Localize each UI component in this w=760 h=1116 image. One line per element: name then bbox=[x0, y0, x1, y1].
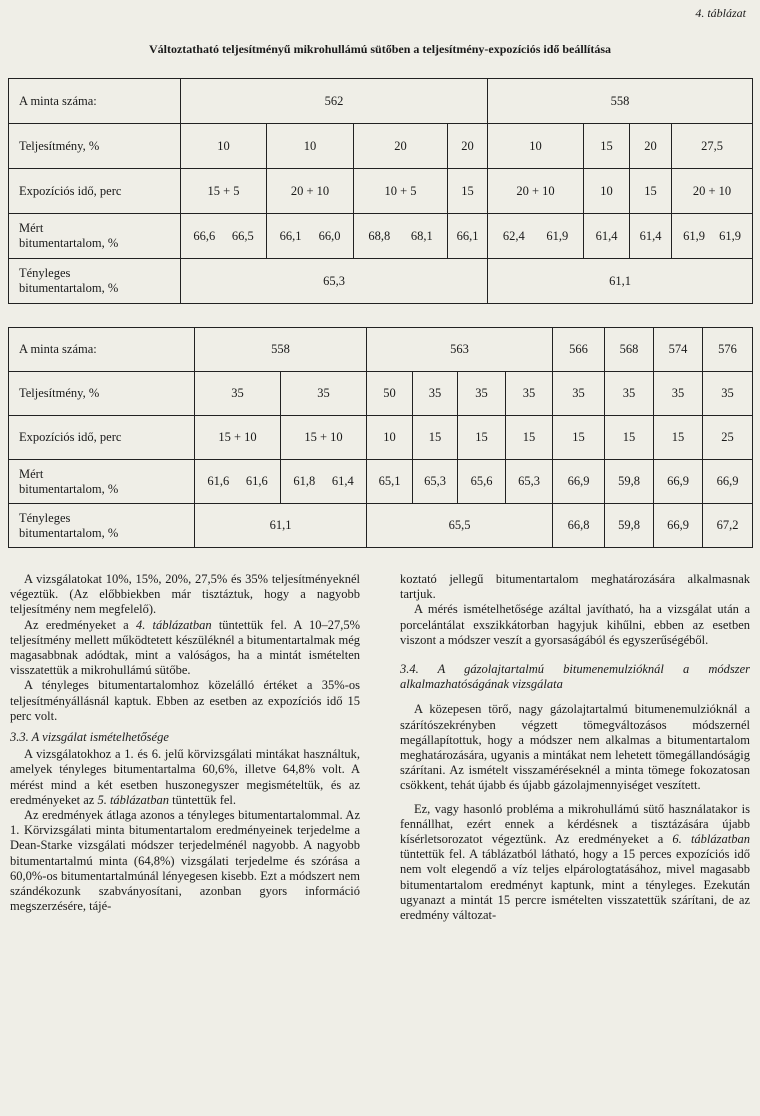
table-cell: 10 bbox=[488, 124, 584, 169]
value: 61,9 bbox=[683, 228, 705, 243]
table-cell: 15 + 5 bbox=[181, 169, 267, 214]
table-cell: 10 + 5 bbox=[354, 169, 448, 214]
value: 66,1 bbox=[279, 228, 302, 243]
paragraph bbox=[10, 618, 360, 679]
table-cell: 563 bbox=[367, 328, 553, 372]
table-cell: 50 bbox=[367, 372, 413, 416]
table-title: Változtatható teljesítményű mikrohullámú sütőben a teljesítmény-expozíciós idő beállítása bbox=[148, 42, 612, 56]
value: 61,4 bbox=[331, 474, 354, 488]
table-row bbox=[9, 460, 753, 504]
table-cell: 15 bbox=[506, 416, 553, 460]
table-1 bbox=[8, 78, 753, 304]
table-cell: 20 + 10 bbox=[488, 169, 584, 214]
paragraph: A közepesen törő, nagy gázolajtartalmú bitumenemulzióknál a szárítószekrényben végzett tömegváltozásos módszernél megállapítottuk, hogy a módszer nem alkalmas a bitumentartalom meghatározására, ugyanis a mintákat nem lehetett tömegállandóságig szárítani. Az ismételt visszaméréseknél a minta tömege fokozatosan csökkent, tehát újabb és újabb gázolajmennyiséget veszített. bbox=[400, 702, 750, 793]
value: 61,9 bbox=[719, 228, 741, 243]
table-cell: 15 bbox=[448, 169, 488, 214]
table-cell: 15 bbox=[630, 169, 672, 214]
table-row bbox=[9, 214, 753, 259]
table-cell: 61,4 bbox=[630, 214, 672, 259]
table-cell: 27,5 bbox=[672, 124, 753, 169]
table-row bbox=[9, 372, 753, 416]
table-cell bbox=[181, 214, 267, 259]
table-cell: 20 + 10 bbox=[672, 169, 753, 214]
table-cell: 65,1 bbox=[367, 460, 413, 504]
table-cell: 20 + 10 bbox=[267, 169, 354, 214]
table-cell: 10 bbox=[267, 124, 354, 169]
table-row bbox=[9, 124, 753, 169]
table-cell bbox=[488, 214, 584, 259]
value: 61,6 bbox=[207, 474, 230, 488]
table-cell: 35 bbox=[281, 372, 367, 416]
table-cell: 66,9 bbox=[703, 460, 753, 504]
table-cell: 574 bbox=[654, 328, 703, 372]
table-cell: 61,4 bbox=[584, 214, 630, 259]
table-row bbox=[9, 79, 753, 124]
label-line: Tényleges bbox=[19, 266, 71, 280]
table-cell: 15 bbox=[413, 416, 458, 460]
table-cell: 66,9 bbox=[654, 504, 703, 548]
label-line: bitumentartalom, % bbox=[19, 525, 119, 540]
table-cell: 66,9 bbox=[654, 460, 703, 504]
row-label-time: Expozíciós idő, perc bbox=[9, 169, 181, 214]
table-cell: 65,3 bbox=[413, 460, 458, 504]
table-cell bbox=[281, 460, 367, 504]
label-line: Mért bbox=[19, 221, 44, 235]
table-cell: 35 bbox=[506, 372, 553, 416]
row-label-power: Teljesítmény, % bbox=[9, 372, 195, 416]
table-cell: 65,6 bbox=[458, 460, 506, 504]
value: 68,1 bbox=[410, 228, 433, 243]
table-cell: 35 bbox=[458, 372, 506, 416]
value: 68,8 bbox=[368, 228, 391, 243]
sample-558-cell: 558 bbox=[488, 79, 753, 124]
value: 61,8 bbox=[293, 474, 316, 488]
table-cell: 59,8 bbox=[605, 460, 654, 504]
text-run: Az eredményeket a bbox=[24, 617, 136, 632]
table-cell: 35 bbox=[553, 372, 605, 416]
paragraph bbox=[400, 802, 750, 924]
value: 66,5 bbox=[231, 228, 254, 243]
table-cell: 59,8 bbox=[605, 504, 654, 548]
spacer bbox=[400, 648, 750, 656]
text-run: Ez, vagy hasonló probléma a mikrohullámú sütő használatakor is fennállhat, ezért ennek a kérdésnek a tisztázására újabb kísérletsorozatot végeztünk. Az eredményeket a bbox=[400, 801, 750, 847]
row-label-actual bbox=[9, 259, 181, 304]
table-cell: 35 bbox=[703, 372, 753, 416]
table-cell: 25 bbox=[703, 416, 753, 460]
table-cell: 15 bbox=[458, 416, 506, 460]
table-cell: 15 bbox=[605, 416, 654, 460]
table-cell: 65,5 bbox=[367, 504, 553, 548]
paragraph: A mérés ismételhetősége azáltal javítható, ha a vizsgálat után a porcelántálat exszikkátorban hagyjuk kihűlni, ebben az esetben viszont a módszer veszít a gyorsaságából és egyszerűségéből. bbox=[400, 602, 750, 647]
table-cell: 15 bbox=[654, 416, 703, 460]
table-cell: 10 bbox=[181, 124, 267, 169]
paragraph: Az eredmények átlaga azonos a tényleges bitumentartalommal. Az 1. Körvizsgálati minta bitumentartalom eredményeinek terjedelme a Dean-Starke vizsgálati módszer terjedelménél nagyobb. A nagyobb bitumentartalmú minta (64,8%) vizsgálati terjedelme és szórása a 60,0%-os bitumentartalmúnál lényegesen kisebb. Ezt a módszert nem szándékozunk szabványosítani, azonban gyors információ megszerzésére, tájé- bbox=[10, 808, 360, 914]
table-cell bbox=[354, 214, 448, 259]
paragraph: A vizsgálatokat 10%, 15%, 20%, 27,5% és 35% teljesítményeknél végeztük. (Az előbbiekben már tisztáztuk, hogy a nagyobb teljesítmény nem megfelelő). bbox=[10, 572, 360, 617]
right-text-column bbox=[400, 572, 750, 923]
table-cell: 566 bbox=[553, 328, 605, 372]
table-cell: 568 bbox=[605, 328, 654, 372]
paragraph: koztató jellegű bitumentartalom meghatározására alkalmasnak tartjuk. bbox=[400, 572, 750, 602]
table-cell: 66,1 bbox=[448, 214, 488, 259]
table-cell bbox=[672, 214, 753, 259]
section-heading: 3.3. A vizsgálat ismételhetősége bbox=[10, 730, 169, 745]
row-label-time: Expozíciós idő, perc bbox=[9, 416, 195, 460]
row-label-power: Teljesítmény, % bbox=[9, 124, 181, 169]
table-cell: 558 bbox=[195, 328, 367, 372]
table-reference: 5. táblázatban bbox=[97, 792, 169, 807]
row-label-measured bbox=[9, 214, 181, 259]
table-row bbox=[9, 259, 753, 304]
table-reference: 6. táblázatban bbox=[672, 832, 750, 847]
table-cell: 20 bbox=[630, 124, 672, 169]
table-cell: 20 bbox=[354, 124, 448, 169]
text-run: A vizsgálatokhoz a 1. és 6. jelű körvizsgálati mintákat használtuk, amelyek tényleges bitumentartalma 60,6%, illetve 64,8% volt. A mérést mind a két esetben huszonegyszer megismételtük, és az eredményeket az bbox=[10, 747, 360, 807]
row-label-measured bbox=[9, 460, 195, 504]
label-line: bitumentartalom, % bbox=[19, 481, 119, 496]
table-cell: 15 bbox=[553, 416, 605, 460]
table-cell: 10 bbox=[367, 416, 413, 460]
label-line: Mért bbox=[19, 466, 44, 481]
table-cell: 15 + 10 bbox=[281, 416, 367, 460]
table-cell: 61,1 bbox=[488, 259, 753, 304]
table-cell: 66,8 bbox=[553, 504, 605, 548]
table-cell: 10 bbox=[584, 169, 630, 214]
spacer bbox=[400, 794, 750, 802]
label-line: Tényleges bbox=[19, 510, 71, 525]
value: 61,9 bbox=[546, 228, 569, 243]
table-cell: 35 bbox=[654, 372, 703, 416]
row-label-actual bbox=[9, 504, 195, 548]
table-cell: 15 bbox=[584, 124, 630, 169]
table-cell: 35 bbox=[413, 372, 458, 416]
text-run: tüntettük fel. A 10–27,5% teljesítmény mellett működtetett készüléknél a bitumentartalmak még magasabbnak adódtak, mint a valóságos, ha a mintát ismételten visszatettük a mikrohullámú sütőbe. bbox=[10, 617, 360, 678]
table-cell: 15 + 10 bbox=[195, 416, 281, 460]
value: 66,0 bbox=[318, 228, 341, 243]
row-label-sample: A minta száma: bbox=[9, 328, 195, 372]
section-heading: 3.4. A gázolajtartalmú bitumenemulzióknál a módszer alkalmazhatóságának vizsgálata bbox=[400, 662, 750, 692]
row-label-sample: A minta száma: bbox=[9, 79, 181, 124]
table-row bbox=[9, 328, 753, 372]
sample-562-cell: 562 bbox=[181, 79, 488, 124]
table-cell: 576 bbox=[703, 328, 753, 372]
value: 62,4 bbox=[502, 228, 525, 243]
table-row bbox=[9, 169, 753, 214]
table-cell: 65,3 bbox=[506, 460, 553, 504]
paragraph bbox=[10, 747, 360, 808]
table-cell: 35 bbox=[195, 372, 281, 416]
table-number-label: 4. táblázat bbox=[695, 6, 746, 20]
table-2 bbox=[8, 327, 753, 548]
spacer bbox=[400, 694, 750, 702]
value: 66,6 bbox=[193, 228, 216, 243]
table-row bbox=[9, 416, 753, 460]
table-cell: 35 bbox=[605, 372, 654, 416]
value: 61,6 bbox=[245, 474, 268, 488]
table-cell: 20 bbox=[448, 124, 488, 169]
table-cell: 67,2 bbox=[703, 504, 753, 548]
table-reference: 4. táblázatban bbox=[135, 617, 212, 632]
text-run: tüntettük fel. A táblázatból látható, hogy a 15 perces expozíciós idő nem volt elegendő a víz teljes elpárologtatásához, mivel magasabb bitumentartalom eredményt kaptunk, mint a tényleges. Ezekután ugyanazt a mintát 15 percre ismételten visszatettük szárítani, de az eredmény változat- bbox=[400, 847, 750, 923]
label-line: bitumentartalom, % bbox=[19, 236, 119, 250]
paragraph: A tényleges bitumentartalomhoz közelálló értéket a 35%-os teljesítményállásnál kaptuk. Ebben az esetben az expozíciós idő 15 perc volt. bbox=[10, 678, 360, 723]
table-cell: 66,9 bbox=[553, 460, 605, 504]
text-run: tüntettük fel. bbox=[169, 792, 236, 807]
table-cell bbox=[267, 214, 354, 259]
table-cell: 61,1 bbox=[195, 504, 367, 548]
table-cell: 65,3 bbox=[181, 259, 488, 304]
table-cell bbox=[195, 460, 281, 504]
table-row bbox=[9, 504, 753, 548]
label-line: bitumentartalom, % bbox=[19, 281, 119, 295]
left-text-column bbox=[10, 572, 360, 914]
